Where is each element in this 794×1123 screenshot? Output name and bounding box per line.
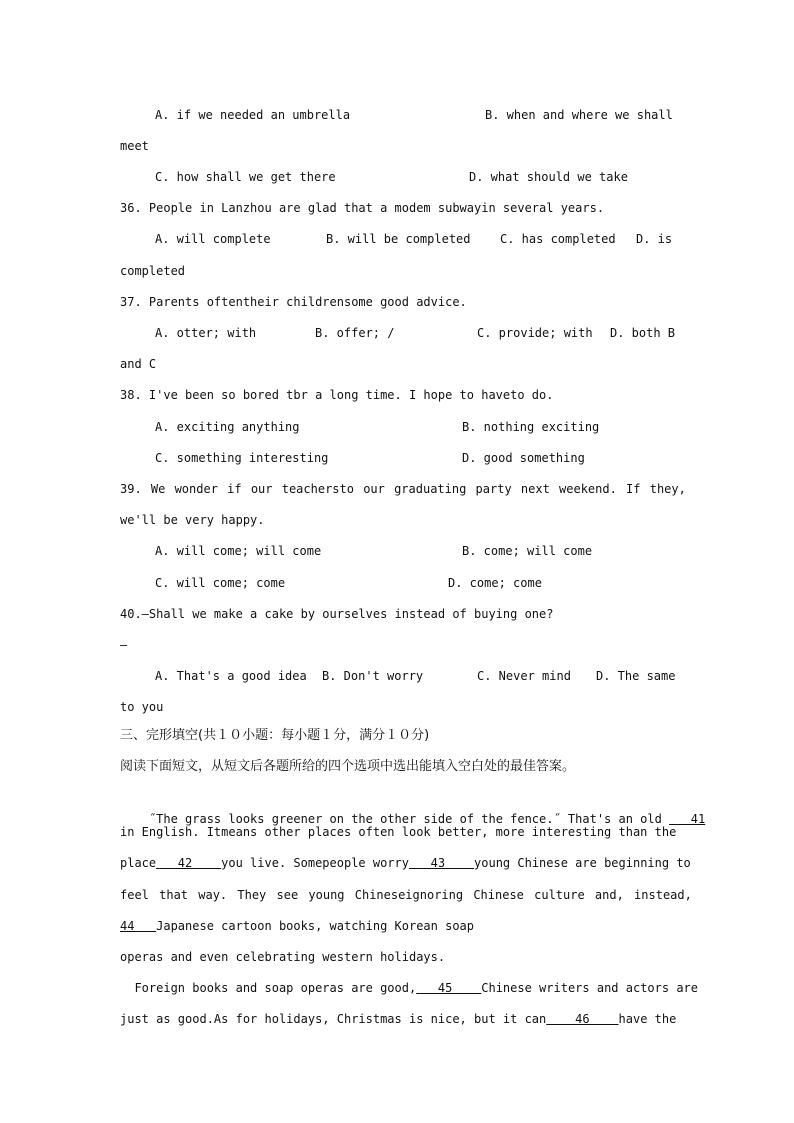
q40-option-d: D. The same bbox=[596, 669, 676, 683]
blank-41: 41 bbox=[669, 812, 706, 826]
q36-option-b: B. will be completed bbox=[326, 232, 471, 246]
q40-option-b: B. Don't worry bbox=[322, 669, 424, 683]
blank-44: 44 bbox=[120, 919, 157, 933]
passage-line-7 bbox=[120, 979, 698, 997]
q37-option-d: D. both B bbox=[610, 326, 676, 340]
q38-stem: 38. I've been so bored tbr a long time. I hope to haveto do. bbox=[120, 388, 554, 402]
q37-option-b: B. offer; / bbox=[315, 326, 395, 340]
q35-option-b-cont: meet bbox=[120, 139, 149, 153]
q35-options-ab bbox=[155, 106, 674, 124]
q37-stem: 37. Parents oftentheir childrensome good advice. bbox=[120, 295, 467, 309]
q38-options-cd bbox=[155, 449, 674, 467]
q40-options bbox=[155, 667, 674, 685]
q39-option-a: A. will come; will come bbox=[155, 544, 322, 558]
passage-text: Chinese writers and actors are bbox=[481, 981, 698, 995]
q36-option-d: D. is bbox=[636, 232, 673, 246]
q40-option-a: A. That's a good idea bbox=[155, 669, 307, 683]
q40-stem: 40.—Shall we make a cake by ourselves instead of buying one? bbox=[120, 607, 554, 621]
q36-option-c: C. has completed bbox=[500, 232, 616, 246]
passage-text: you live. Somepeople worry bbox=[221, 856, 409, 870]
passage-line-5 bbox=[120, 917, 674, 935]
passage-text: Foreign books and soap operas are good, bbox=[120, 981, 417, 995]
section-instruction: 阅读下面短文，从短文后各题所给的四个选项中选出能填入空白处的最佳答案。 bbox=[120, 759, 576, 774]
q40-option-d-cont: to you bbox=[120, 700, 164, 714]
blank-46: 46 bbox=[546, 1012, 619, 1026]
passage-text: just as good.As for holidays, Christmas is nice, but it can bbox=[120, 1012, 547, 1026]
q40-reply-dash: — bbox=[120, 638, 128, 652]
q39-stem-line1: 39. We wonder if our teachersto our graduating party next weekend. If they, bbox=[120, 482, 686, 496]
q38-options-ab bbox=[155, 418, 674, 436]
q36-options bbox=[155, 230, 674, 248]
q39-option-d: D. come; come bbox=[448, 576, 542, 590]
q38-option-a: A. exciting anything bbox=[155, 420, 300, 434]
section-heading: 三、完形填空(共１０小题：每小题１分，满分１０分) bbox=[120, 728, 430, 743]
q35-option-d: D. what should we take bbox=[469, 170, 628, 184]
passage-line-4: feel that way. They see young Chineseignoring Chinese culture and, instead, bbox=[120, 888, 692, 902]
q39-option-c: C. will come; come bbox=[155, 576, 286, 590]
blank-43: 43 bbox=[409, 856, 475, 870]
q38-option-d: D. good something bbox=[462, 451, 585, 465]
blank-45: 45 bbox=[416, 981, 482, 995]
q39-options-cd bbox=[155, 574, 674, 592]
q39-option-b: B. come; will come bbox=[462, 544, 593, 558]
q35-option-c: C. how shall we get there bbox=[155, 170, 336, 184]
passage-line-1 bbox=[120, 792, 706, 826]
q39-options-ab bbox=[155, 542, 674, 560]
q40-option-c: C. Never mind bbox=[477, 669, 571, 683]
passage-line-8 bbox=[120, 1010, 677, 1028]
passage-text: ˝The grass looks greener on the other side of the fence.˝ That's an old bbox=[148, 812, 662, 826]
q36-option-a: A. will complete bbox=[155, 232, 271, 246]
q36-option-d-cont: completed bbox=[120, 264, 186, 278]
q35-option-b: B. when and where we shall bbox=[485, 108, 673, 122]
blank-42: 42 bbox=[156, 856, 222, 870]
passage-text: place bbox=[120, 856, 157, 870]
passage-text: Japanese cartoon books, watching Korean soap bbox=[156, 919, 475, 933]
passage-line-3 bbox=[120, 854, 691, 872]
passage-line-6: operas and even celebrating western holidays. bbox=[120, 950, 446, 964]
q35-option-a: A. if we needed an umbrella bbox=[155, 108, 351, 122]
q39-stem-line2: we'll be very happy. bbox=[120, 513, 265, 527]
q38-option-b: B. nothing exciting bbox=[462, 420, 600, 434]
q35-options-cd bbox=[155, 168, 674, 186]
q37-option-d-cont: and C bbox=[120, 357, 157, 371]
passage-text: young Chinese are beginning to bbox=[474, 856, 691, 870]
q38-option-c: C. something interesting bbox=[155, 451, 329, 465]
q37-options bbox=[155, 324, 674, 342]
q37-option-c: C. provide; with bbox=[477, 326, 593, 340]
q37-option-a: A. otter; with bbox=[155, 326, 257, 340]
passage-line-2: in English. Itmeans other places often look better, more interesting than the bbox=[120, 825, 677, 839]
passage-text: have the bbox=[618, 1012, 677, 1026]
q36-stem: 36. People in Lanzhou are glad that a modem subwayin several years. bbox=[120, 201, 605, 215]
